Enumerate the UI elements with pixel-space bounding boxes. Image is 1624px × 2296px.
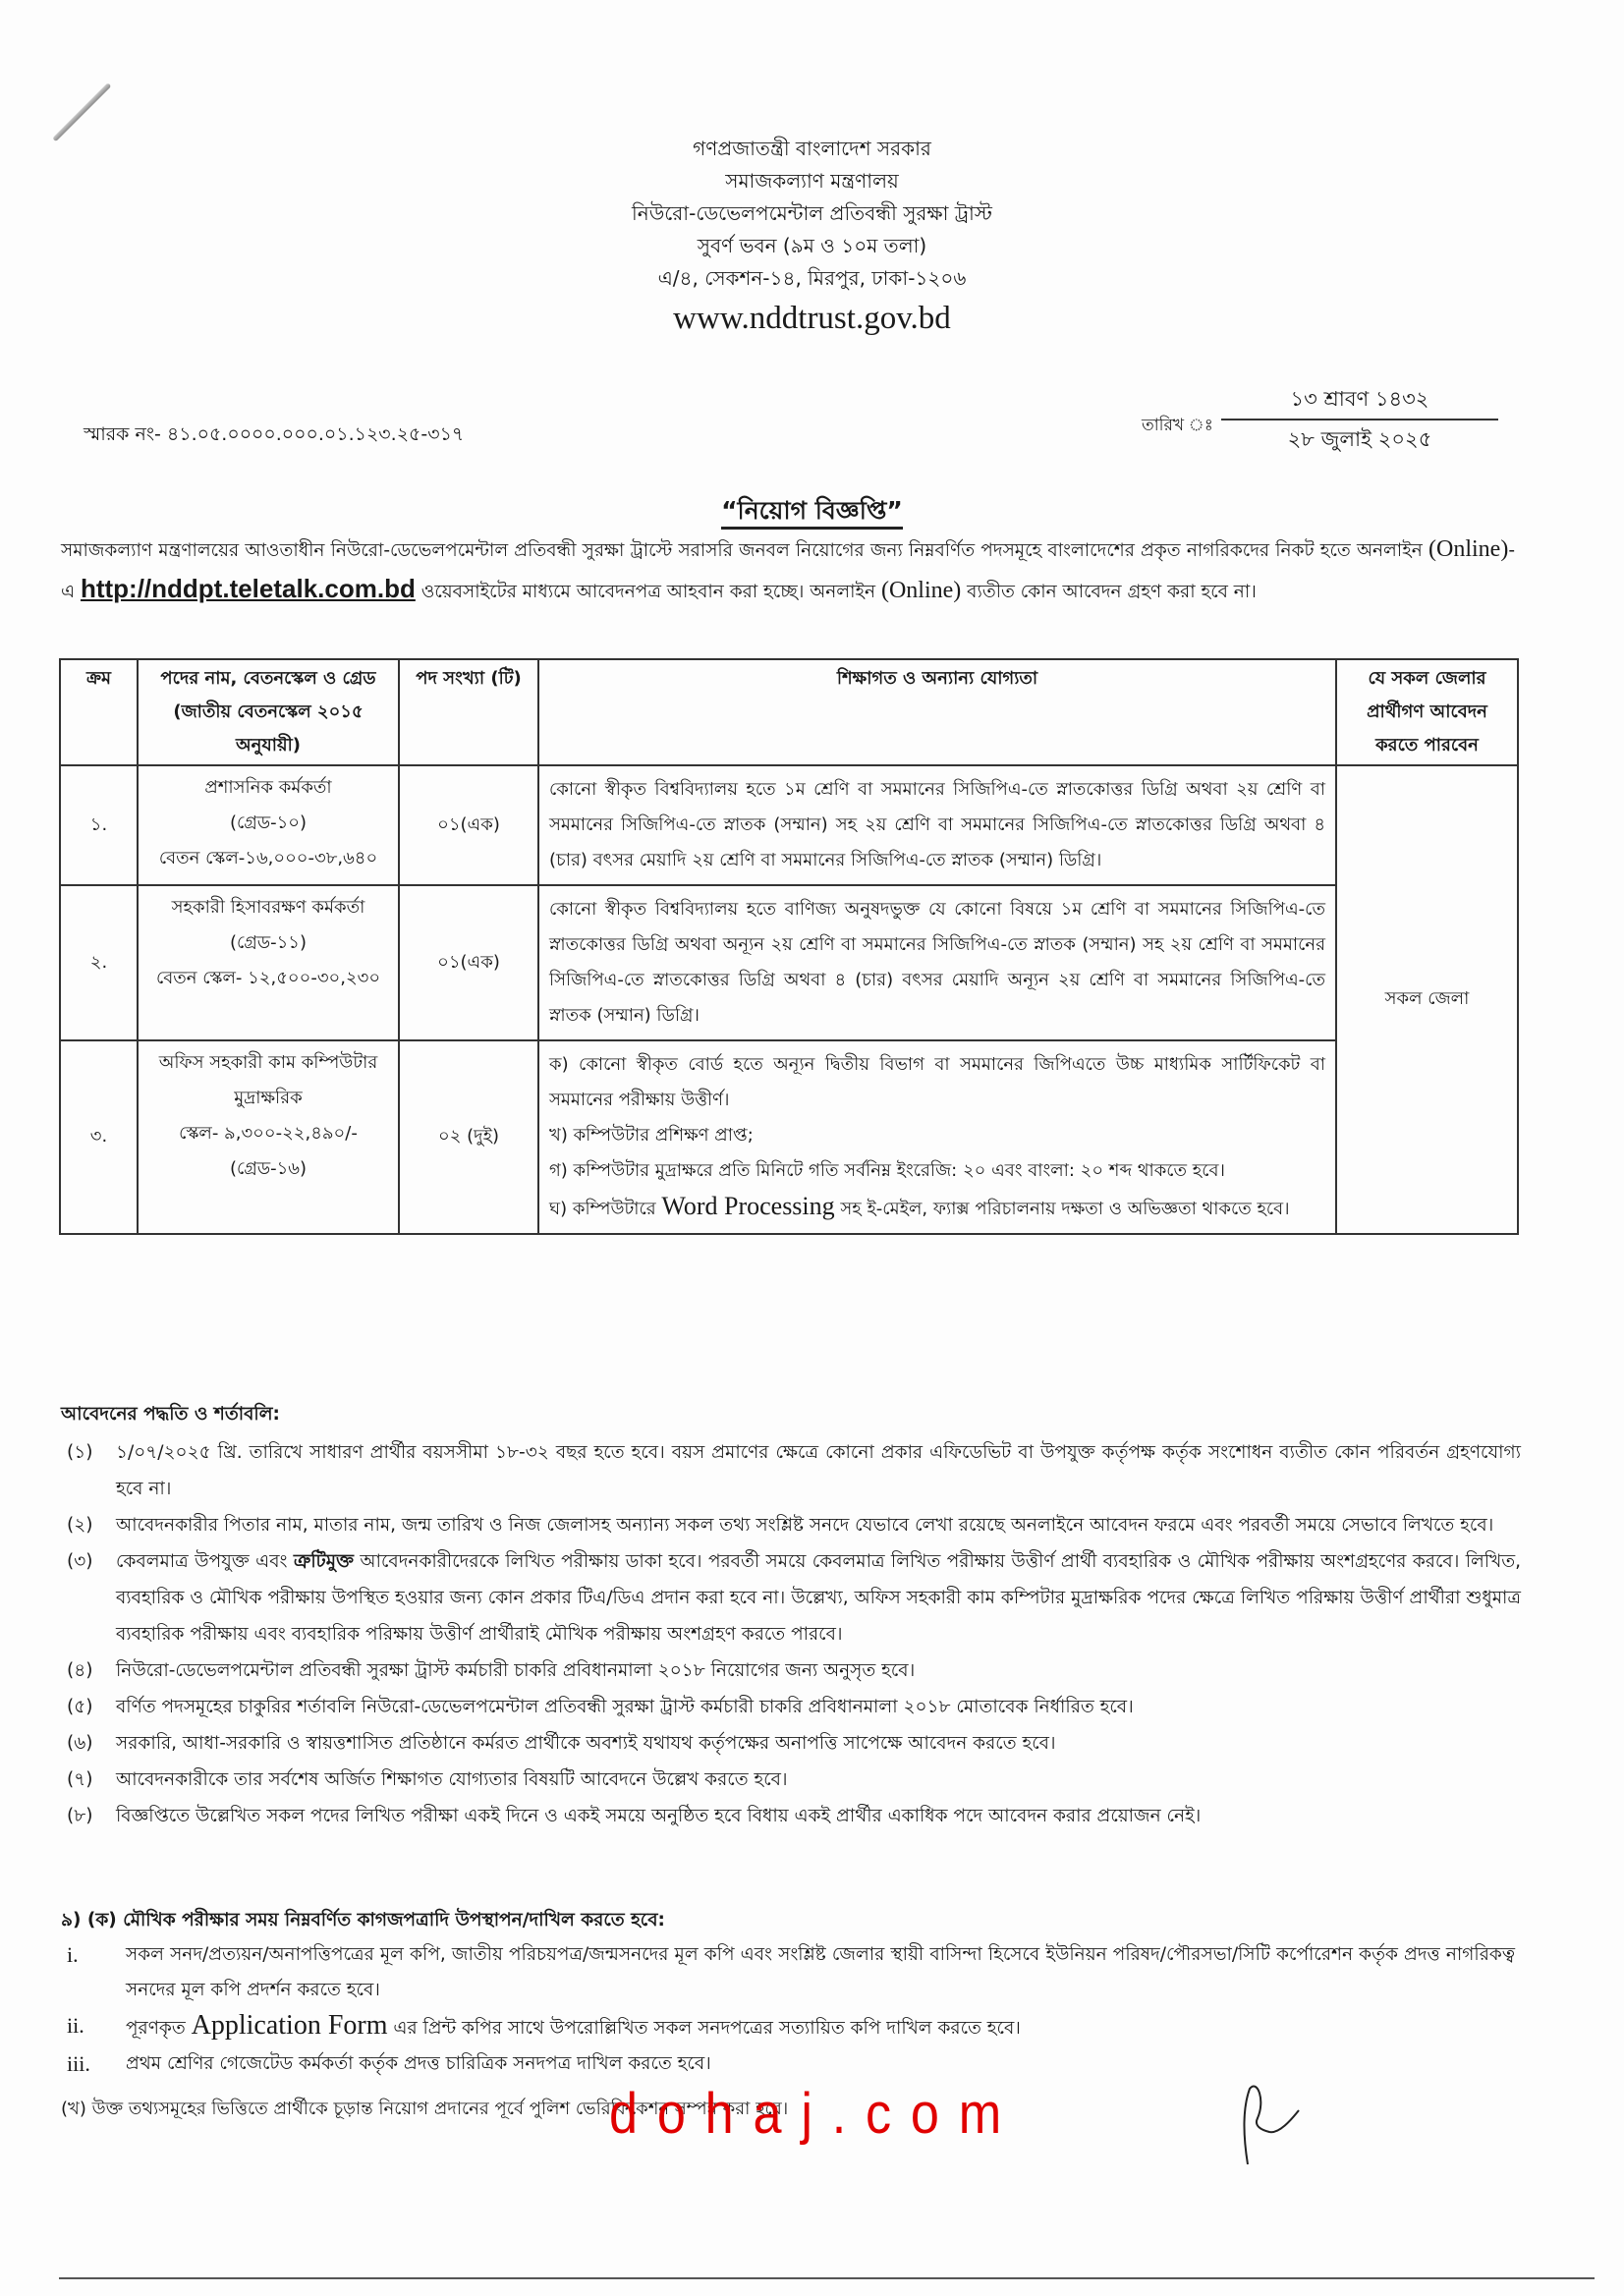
row-serial: ২. <box>60 885 138 1040</box>
post-name: প্রশাসনিক কর্মকর্তা <box>204 777 332 798</box>
condition-number: (৭) <box>67 1769 93 1790</box>
letterhead <box>0 133 1624 340</box>
date-bangla: ১৩ শ্রাবণ ১৪৩২ <box>1221 381 1498 420</box>
application-url-link[interactable]: http://nddpt.teletalk.com.bd <box>80 574 416 603</box>
condition-number: (২) <box>67 1515 93 1536</box>
intro-text-2: -এ <box>61 540 1515 602</box>
document-item <box>67 1937 1515 2008</box>
post-grade: (গ্রেড-১১) <box>230 932 307 953</box>
ministry-name: সমাজকল্যাণ মন্ত্রণালয় <box>725 169 899 193</box>
document-text-en: Application Form <box>191 2010 388 2041</box>
table-row <box>60 765 1518 885</box>
table-row <box>60 1040 1518 1234</box>
document-item <box>67 2046 1515 2082</box>
condition-item <box>67 1543 1521 1652</box>
condition-number: (৬) <box>67 1733 93 1754</box>
address: এ/৪, সেকশন-১৪, মিরপুর, ঢাকা-১২০৬ <box>657 266 967 290</box>
condition-text: আবেদনকারীর পিতার নাম, মাতার নাম, জন্ম তারিখ ও নিজ জেলাসহ অন্যান্য সকল তথ্য সংশ্লিষ্ট সনদে যেভাবে লেখা রয়েছে অনলাইনে আবেদন ফরমে এবং পরবর্তী সময়ে সেভাবে লিখতে হবে। <box>116 1515 1494 1536</box>
row-qualification: কোনো স্বীকৃত বিশ্ববিদ্যালয় হতে ১ম শ্রেণি বা সমমানের সিজিপিএ-তে স্নাতকোত্তর ডিগ্রি অথবা ২য় শ্রেণি বা সমমানের সিজিপিএ-তে স্নাতক (সম্মান) সহ ২য় শ্রেণি বা সমমানের সিজিপিএ-তে স্নাতকোত্তর ডিগ্রি অথবা ৪ (চার) বৎসর মেয়াদি ২য় শ্রেণি বা সমমানের সিজিপিএ-তে স্নাতক (সম্মান) ডিগ্রি। <box>538 765 1336 885</box>
watermark: dohaj.com <box>609 2082 1022 2146</box>
document-text <box>126 2008 1515 2046</box>
qual-d-pre: ঘ) কম্পিউটারে <box>549 1199 662 1219</box>
notice-title <box>0 491 1624 533</box>
posts-table <box>59 658 1519 1235</box>
condition-text: বর্ণিত পদসমূহের চাকুরির শর্তাবলি নিউরো-ডেভেলপমেন্টাল প্রতিবন্ধী সুরক্ষা ট্রাস্ট কর্মচারী চাকরি প্রবিধানমালা ২০১৮ মোতাবেক নির্ধারিত হবে। <box>116 1697 1134 1717</box>
header-serial: ক্রম <box>60 659 138 765</box>
trust-name: নিউরো-ডেভেলপমেন্টাল প্রতিবন্ধী সুরক্ষা ট্রাস্ট <box>632 201 992 225</box>
condition-number: (৫) <box>67 1697 93 1717</box>
condition-item <box>67 1652 1521 1689</box>
conditions-heading: আবেদনের পদ্ধতি ও শর্তাবলি: <box>61 1404 280 1425</box>
website-link[interactable]: www.nddtrust.gov.bd <box>673 301 951 336</box>
post-scale: বেতন স্কেল-১৬,০০০-৩৮,৬৪০ <box>158 848 378 868</box>
document-text: সকল সনদ/প্রত্যয়ন/অনাপত্তিপত্রের মূল কপি, জাতীয় পরিচয়পত্র/জন্মসনদের মূল কপি এবং সংশ্লিষ্ট জেলার স্থায়ী বাসিন্দা হিসেবে ইউনিয়ন পরিষদ/পৌরসভা/সিটি কর্পোরেশন কর্তৃক প্রদত্ত নাগরিকত্ব সনদের মূল কপি প্রদর্শন করতে হবে। <box>126 1944 1515 2000</box>
intro-text-4: ব্যতীত কোন আবেদন গ্রহণ করা হবে না। <box>961 582 1257 602</box>
condition-item <box>67 1689 1521 1725</box>
condition-item <box>67 1725 1521 1762</box>
intro-text-3: ওয়েবসাইটের মাধ্যমে আবেদনপত্র আহবান করা হচ্ছে। অনলাইন <box>415 582 881 602</box>
intro-text-1: সমাজকল্যাণ মন্ত্রণালয়ের আওতাধীন নিউরো-ডেভেলপমেন্টাল প্রতিবন্ধী সুরক্ষা ট্রাস্টে সরাসরি জনবল নিয়োগের জন্য নিম্নবর্ণিত পদসমূহে বাংলাদেশের প্রকৃত নাগরিকদের নিকট হতে অনলাইন <box>61 540 1428 561</box>
qualification-item: ক) কোনো স্বীকৃত বোর্ড হতে অন্যূন দ্বিতীয় বিভাগ বা সমমানের জিপিএতে উচ্চ মাধ্যমিক সার্টিফিকেট বা সমমানের পরীক্ষায় উত্তীর্ণ। <box>549 1054 1325 1110</box>
post-name: সহকারী হিসাবরক্ষণ কর্মকর্তা <box>171 897 365 918</box>
condition-number: (৩) <box>67 1551 93 1572</box>
post-name: অফিস সহকারী কাম কম্পিউটার মুদ্রাক্ষরিক <box>158 1052 378 1108</box>
row-count: ০১(এক) <box>399 885 538 1040</box>
document-number: iii. <box>67 2051 90 2076</box>
header-post-name: পদের নাম, বেতনস্কেল ও গ্রেড (জাতীয় বেতনস্কেল ২০১৫ অনুযায়ী) <box>138 659 399 765</box>
document-text-rest: এর প্রিন্ট কপির সাথে উপরোল্লিখিত সকল সনদপত্রের সত্যায়িত কপি দাখিল করতে হবে। <box>387 2018 1021 2039</box>
header-qualification: শিক্ষাগত ও অন্যান্য যোগ্যতা <box>538 659 1336 765</box>
document-number: i. <box>67 1942 79 1967</box>
header-post-count: পদ সংখ্যা (টি) <box>399 659 538 765</box>
condition-text: সরকারি, আধা-সরকারি ও স্বায়ত্তশাসিত প্রতিষ্ঠানে কর্মরত প্রার্থীকে অবশ্যই যথাযথ কর্তৃপক্ষের অনাপত্তি সাপেক্ষে আবেদন করতে হবে। <box>116 1733 1056 1754</box>
date-box <box>1221 381 1498 458</box>
header-districts: যে সকল জেলার প্রার্থীগণ আবেদন করতে পারবেন <box>1336 659 1518 765</box>
section-9 <box>61 1904 1515 2082</box>
condition-text: বিজ্ঞপ্তিতে উল্লেখিত সকল পদের লিখিত পরীক্ষা একই দিনে ও একই সময়ে অনুষ্ঠিত হবে বিধায় একই প্রার্থীর একাধিক পদে আবেদন করার প্রয়োজন নেই। <box>116 1806 1202 1826</box>
row-post <box>138 765 399 885</box>
condition-item <box>67 1798 1521 1834</box>
section-9b: (খ) উক্ত তথ্যসমূহের ভিত্তিতে প্রার্থীকে চূড়ান্ত নিয়োগ প্রদানের পূর্বে পুলিশ ভেরিফিকেশন সম্পন্ন করা হবে। <box>61 2099 789 2119</box>
condition-text: নিউরো-ডেভেলপমেন্টাল প্রতিবন্ধী সুরক্ষা ট্রাস্ট কর্মচারী চাকরি প্রবিধানমালা ২০১৮ নিয়োগের জন্য অনুসৃত হবে। <box>116 1660 916 1681</box>
row-qualification <box>538 1040 1336 1234</box>
row-serial: ১. <box>60 765 138 885</box>
signature-icon <box>1236 2081 1305 2169</box>
row-districts: সকল জেলা <box>1336 765 1518 1234</box>
condition-number: (৮) <box>67 1806 93 1826</box>
row-serial: ৩. <box>60 1040 138 1234</box>
notice-title-text: “নিয়োগ বিজ্ঞপ্তি” <box>721 496 903 530</box>
document-item <box>67 2008 1515 2046</box>
condition-text: ১/০৭/২০২৫ খ্রি. তারিখে সাধারণ প্রার্থীর বয়সসীমা ১৮-৩২ বছর হতে হবে। বয়স প্রমাণের ক্ষেত্রে কোনো প্রকার এফিডেভিট বা উপযুক্ত কর্তৃপক্ষ কর্তৃক সংশোধন ব্যতীত কোন পরিবর্তন গ্রহণযোগ্য হবে না। <box>116 1442 1521 1499</box>
intro-online-1: (Online) <box>1428 536 1509 562</box>
row-count: ০১(এক) <box>399 765 538 885</box>
post-grade: (গ্রেড-১০) <box>230 812 307 833</box>
building-name: সুবর্ণ ভবন (৯ম ও ১০ম তলা) <box>697 234 927 257</box>
condition-text <box>116 1543 1521 1652</box>
condition-number: (৪) <box>67 1660 93 1681</box>
govt-name: গণপ্রজাতন্ত্রী বাংলাদেশ সরকার <box>693 137 931 160</box>
post-grade: (গ্রেড-১৬) <box>230 1158 307 1179</box>
document-text-pre: পূরণকৃত <box>126 2018 192 2039</box>
document-number: ii. <box>67 2013 84 2038</box>
condition-text-rest: আবেদনকারীদেরকে লিখিত পরীক্ষায় ডাকা হবে। পরবর্তী সময়ে কেবলমাত্র লিখিত পরীক্ষায় উত্তীর্ণ প্রার্থী ব্যবহারিক ও মৌখিক পরীক্ষায় অংশগ্রহণের করবে। লিখিত, ব্যবহারিক ও মৌখিক পরীক্ষায় উপস্থিত হওয়ার জন্য কোন প্রকার টিএ/ডিএ প্রদান করা হবে না। উল্লেখ্য, অফিস সহকারী কাম কম্পিটার মুদ্রাক্ষরিক পদের ক্ষেত্রে লিখিত পরিক্ষায় উত্তীর্ণ প্রার্থীরা শুধুমাত্র ব্যবহারিক পরীক্ষায় এবং ব্যবহারিক পরিক্ষায় উত্তীর্ণ প্রার্থীরাই মৌখিক পরীক্ষায় অংশগ্রহণ করতে পারবে। <box>116 1551 1521 1645</box>
condition-text: আবেদনকারীকে তার সর্বশেষ অর্জিত শিক্ষাগত যোগ্যতার বিষয়টি আবেদনে উল্লেখ করতে হবে। <box>116 1769 788 1790</box>
qualification-item <box>549 1189 1325 1227</box>
page-bottom-rule <box>59 2277 1595 2279</box>
condition-text-pre: কেবলমাত্র উপযুক্ত এবং <box>116 1551 294 1572</box>
qual-d-post: সহ ই-মেইল, ফ্যাক্স পরিচালনায় দক্ষতা ও অভিজ্ঞতা থাকতে হবে। <box>834 1199 1290 1219</box>
post-scale: স্কেল- ৯,৩০০-২২,৪৯০/- <box>179 1123 358 1144</box>
memo-number: স্মারক নং- ৪১.০৫.০০০০.০০০.০১.১২৩.২৫-৩১৭ <box>84 423 465 445</box>
table-row <box>60 885 1518 1040</box>
qual-d-en: Word Processing <box>661 1192 835 1220</box>
date-label: তারিখ ঃ <box>1142 416 1213 435</box>
document-text: প্রথম শ্রেণির গেজেটেড কর্মকর্তা কর্তৃক প্রদত্ত চারিত্রিক সনদপত্র দাখিল করতে হবে। <box>126 2053 711 2074</box>
row-post <box>138 885 399 1040</box>
section-9-heading: ৯) (ক) মৌখিক পরীক্ষার সময় নিম্নবর্ণিত কাগজপত্রাদি উপস্থাপন/দাখিল করতে হবে: <box>61 1910 665 1931</box>
condition-item <box>67 1434 1521 1507</box>
condition-text-bold: ত্রুটিমুক্ত <box>293 1551 354 1572</box>
condition-item <box>67 1507 1521 1543</box>
date-english: ২৮ জুলাই ২০২৫ <box>1287 427 1432 451</box>
condition-item <box>67 1762 1521 1798</box>
row-post <box>138 1040 399 1234</box>
table-header-row <box>60 659 1518 765</box>
qualification-item: গ) কম্পিউটার মুদ্রাক্ষরে প্রতি মিনিটে গতি সর্বনিম্ন ইংরেজি: ২০ এবং বাংলা: ২০ শব্দ থাকতে হবে। <box>549 1160 1225 1181</box>
row-qualification: কোনো স্বীকৃত বিশ্ববিদ্যালয় হতে বাণিজ্য অনুষদভুক্ত যে কোনো বিষয়ে ১ম শ্রেণি বা সমমানের সিজিপিএ-তে স্নাতকোত্তর ডিগ্রি অথবা অন্যূন ২য় শ্রেণি বা সমমানের সিজিপিএ-তে স্নাতক (সম্মান) সহ ২য় শ্রেণি বা সমমানের সিজিপিএ-তে স্নাতকোত্তর ডিগ্রি অথবা ৪ (চার) বৎসর মেয়াদি অন্যূন ২য় শ্রেণি বা সমমানের সিজিপিএ-তে স্নাতক (সম্মান) ডিগ্রি। <box>538 885 1336 1040</box>
condition-number: (১) <box>67 1442 93 1463</box>
intro-paragraph <box>61 531 1515 611</box>
row-count: ০২ (দুই) <box>399 1040 538 1234</box>
post-scale: বেতন স্কেল- ১২,৫০০-৩০,২৩০ <box>155 968 381 988</box>
conditions-list <box>67 1434 1521 1834</box>
intro-online-2: (Online) <box>880 578 962 603</box>
qualification-item: খ) কম্পিউটার প্রশিক্ষণ প্রাপ্ত; <box>549 1125 754 1146</box>
